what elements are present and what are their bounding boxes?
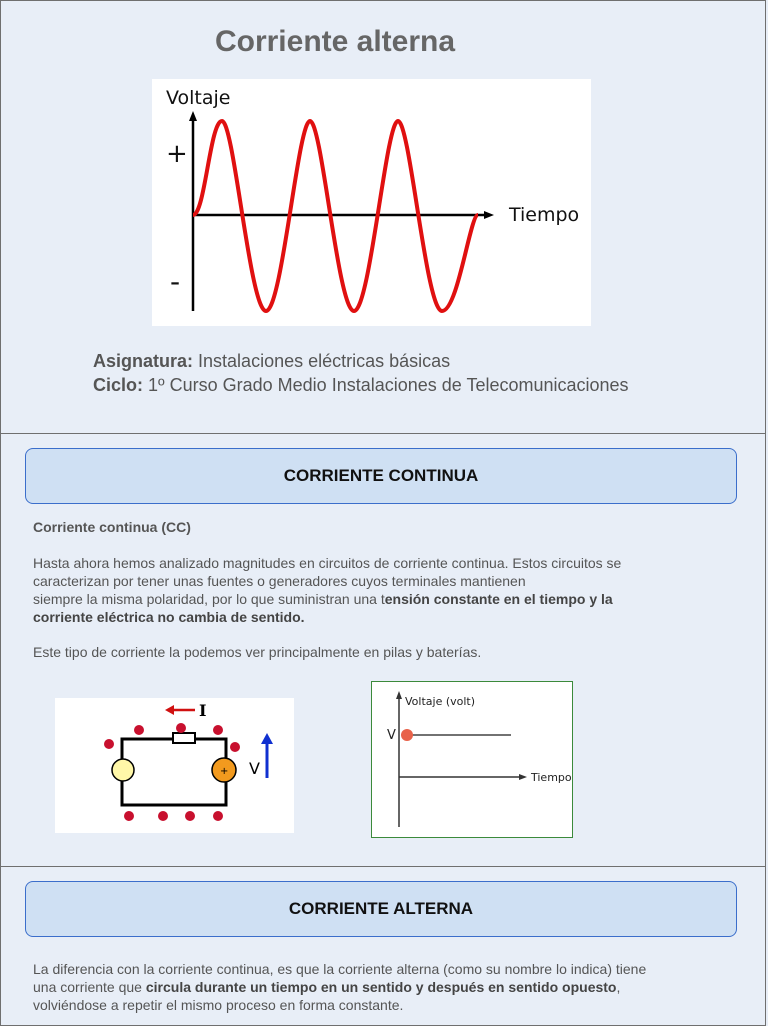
ac-p1-line3: volviéndose a repetir el mismo proceso en forma constante. [33, 997, 404, 1013]
dc-paragraph-1 [33, 554, 621, 626]
ac-section-heading: CORRIENTE ALTERNA [25, 881, 737, 937]
y-axis-arrow [189, 111, 197, 121]
y-axis-label: Voltaje [166, 87, 231, 109]
cover-panel [0, 0, 766, 434]
page-title: Corriente alterna [214, 25, 456, 58]
cycle-line [93, 375, 629, 396]
ac-paragraph [33, 960, 646, 1014]
dc-y-arrow [396, 691, 402, 699]
ac-p1-line2c: , [616, 979, 621, 995]
dc-voltage-graph [371, 681, 573, 838]
subject-line [93, 351, 450, 372]
circuit-wire [122, 739, 229, 805]
ac-p1-line2 [33, 978, 646, 996]
subject-label: Asignatura: [93, 351, 194, 371]
dc-p1-line2: caracterizan por tener unas fuentes o generadores cuyos terminales mantienen [33, 573, 526, 589]
voltage-label: V [249, 759, 260, 778]
ac-p1-line2-bold: circula durante un tiempo en un sentido y después en sentido opuesto [145, 979, 617, 995]
dc-graph-svg [372, 682, 571, 836]
dc-panel [0, 433, 766, 867]
dc-section-heading: CORRIENTE CONTINUA [25, 448, 737, 504]
dc-level-dot [401, 729, 413, 741]
minus-sign: - [170, 265, 181, 298]
voltage-arrow-head [261, 733, 273, 744]
dc-p1-line4 [33, 608, 621, 626]
dc-p1-line1: Hasta ahora hemos analizado magnitudes en circuitos de corriente continua. Estos circuitos se [33, 555, 622, 571]
cycle-label: Ciclo: [93, 375, 144, 395]
subject-value: Instalaciones eléctricas básicas [198, 351, 451, 371]
ac-waveform-figure [152, 79, 591, 326]
plus-sign: + [166, 139, 188, 169]
ac-panel [0, 866, 766, 1026]
dc-p1-line4-text: corriente eléctrica no cambia de sentido. [33, 609, 305, 625]
ac-p1-line1: La diferencia con la corriente continua, es que la corriente alterna (como su nombre lo indica) tiene [33, 961, 647, 977]
dc-p1-line3 [33, 590, 621, 608]
dc-p1-line3a: siempre la misma polaridad, por lo que suministran una t [33, 591, 385, 607]
dc-graph-xlabel: Tiempo [531, 771, 571, 784]
current-label: I [199, 701, 207, 720]
dc-graph-v: V [387, 728, 396, 743]
x-axis-arrow [484, 211, 494, 219]
dc-p1-line3b: ensión constante en el tiempo y la [384, 591, 613, 607]
dc-circuit-svg [55, 698, 294, 833]
battery-sign: + [220, 766, 229, 777]
cycle-value: 1º Curso Grado Medio Instalaciones de Telecomunicaciones [148, 375, 629, 395]
dc-x-arrow [519, 774, 527, 780]
dc-graph-ylabel: Voltaje (volt) [405, 695, 476, 708]
current-arrow-head [165, 705, 174, 715]
switch [173, 733, 195, 743]
bulb-icon [112, 759, 134, 781]
ac-waveform-svg [152, 79, 591, 326]
dc-paragraph-2: Este tipo de corriente la podemos ver principalmente en pilas y baterías. [33, 644, 482, 660]
dc-subtitle: Corriente continua (CC) [33, 519, 191, 535]
ac-p1-line2a: una corriente que [33, 979, 146, 995]
x-axis-label: Tiempo [509, 204, 580, 226]
dc-circuit-figure [55, 698, 294, 833]
